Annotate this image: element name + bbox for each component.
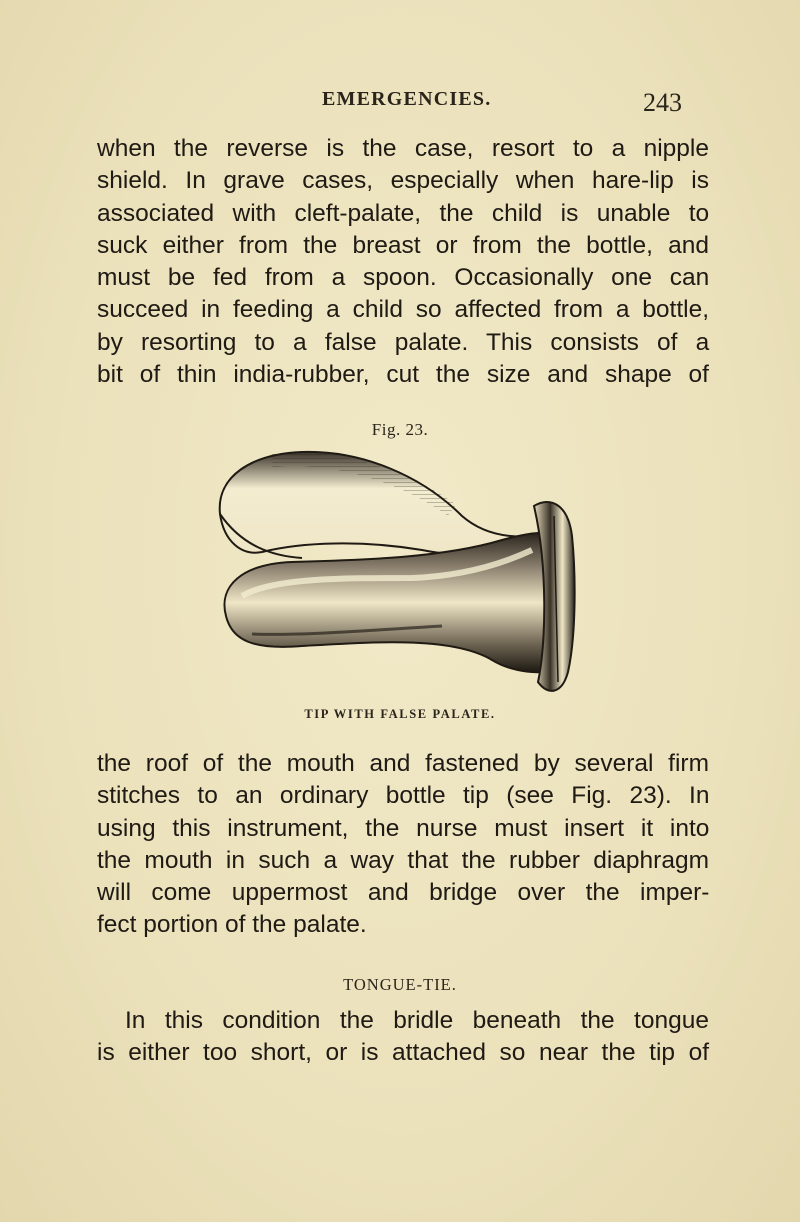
text-line: succeed in feeding a child so affected from a bottle, <box>97 296 709 324</box>
text-line: associated with cleft-palate, the child is unable to <box>97 199 710 227</box>
section-heading: TONGUE-TIE. <box>343 975 457 994</box>
text-line: the roof of the mouth and fastened by several firm <box>97 750 709 777</box>
paragraph-false-palate <box>97 748 709 942</box>
text-line: the mouth in such a way that the rubber diaphragm <box>97 846 709 874</box>
text-line: suck either from the breast or from the bottle, and <box>97 231 709 259</box>
bottle-tip-illustration <box>212 446 578 698</box>
text-line: will come uppermost and bridge over the imper- <box>97 879 710 907</box>
text-line: fect portion of the palate. <box>97 911 367 939</box>
text-line: bit of thin india-rubber, cut the size and shape of <box>97 361 709 389</box>
page-number: 243 <box>643 88 682 117</box>
text-line: stitches to an ordinary bottle tip (see Fig. 23). In <box>97 782 710 810</box>
paragraph-tongue-tie <box>97 1005 709 1070</box>
text-line: In this condition the bridle beneath the tongue <box>125 1007 709 1034</box>
figure-label: Fig. 23. <box>371 420 429 439</box>
text-line: shield. In grave cases, especially when hare-lip is <box>97 167 709 195</box>
paragraph-nipple-shield <box>97 133 709 391</box>
text-line: by resorting to a false palate. This consists of a <box>97 328 710 356</box>
text-line: is either too short, or is attached so near the tip of <box>97 1039 709 1067</box>
figure-caption: TIP WITH FALSE PALATE. <box>304 707 496 721</box>
running-head: EMERGENCIES. <box>322 88 492 110</box>
text-line: must be fed from a spoon. Occasionally one can <box>97 264 710 292</box>
page-header <box>0 84 800 124</box>
text-line: when the reverse is the case, resort to a nipple <box>97 135 709 162</box>
text-line: using this instrument, the nurse must insert it into <box>97 814 710 842</box>
